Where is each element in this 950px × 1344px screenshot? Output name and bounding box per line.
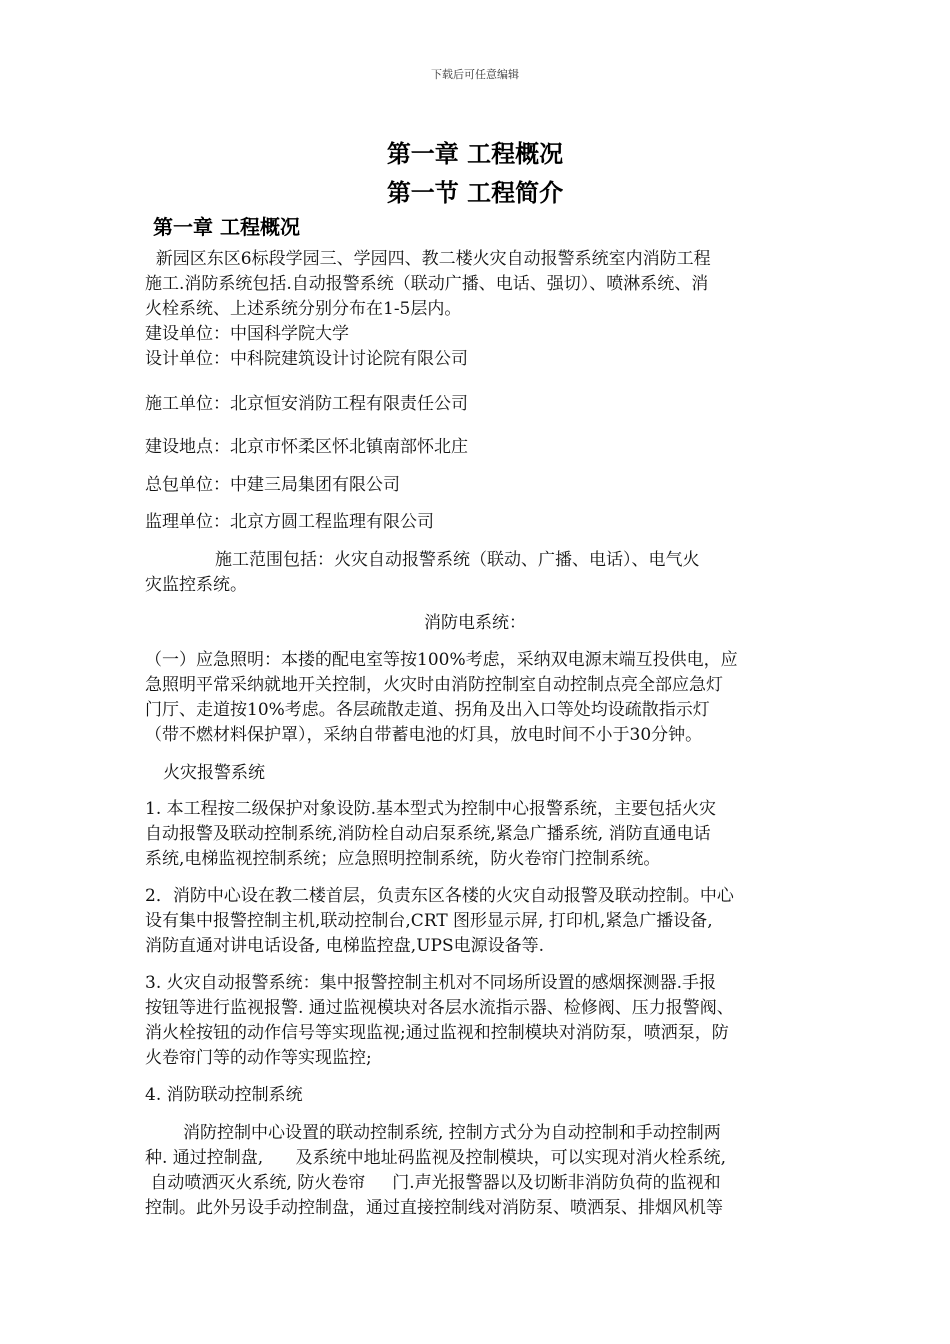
item-line: 自动喷洒灭火系统, 防火卷帘 门.声光报警器以及切断非消防负荷的监视和 bbox=[145, 1173, 721, 1193]
item-line: 2．消防中心设在教二楼首层，负责东区各楼的火灾自动报警及联动控制。中心 bbox=[145, 886, 734, 906]
chapter-heading: 第一章 工程概况 bbox=[153, 215, 300, 239]
fire-power-title: 消防电系统： bbox=[424, 613, 526, 633]
unit-builder: 施工单位：北京恒安消防工程有限责任公司 bbox=[145, 394, 468, 414]
item-4-title: 4. 消防联动控制系统 bbox=[145, 1085, 303, 1105]
lighting-line: （带不燃材料保护罩），采纳自带蓄电池的灯具，放电时间不小于30分钟。 bbox=[145, 725, 703, 745]
intro-paragraph bbox=[145, 247, 825, 322]
unit-owner: 建设单位：中国科学院大学 bbox=[145, 324, 349, 344]
item-line: 3. 火灾自动报警系统：集中报警控制主机对不同场所设置的感烟探测器.手报 bbox=[145, 973, 717, 993]
item-line: 按钮等进行监视报警. 通过监视模块对各层水流指示器、检修阀、压力报警阀、 bbox=[145, 998, 734, 1018]
intro-line: 火栓系统、上述系统分别分布在1-5层内。 bbox=[145, 299, 462, 319]
intro-line: 施工.消防系统包括.自动报警系统（联动广播、电话、强切）、喷淋系统、消 bbox=[145, 274, 709, 294]
unit-designer: 设计单位：中科院建筑设计讨论院有限公司 bbox=[145, 349, 468, 369]
item-line: 种. 通过控制盘, 及系统中地址码监视及控制模块，可以实现对消火栓系统, bbox=[145, 1148, 727, 1168]
lighting-line: （一）应急照明：本搂的配电室等按100%考虑，采纳双电源末端互投供电，应 bbox=[145, 650, 738, 670]
section-title: 第一节 工程简介 bbox=[386, 179, 564, 207]
alarm-title: 火灾报警系统 bbox=[163, 763, 265, 783]
unit-location: 建设地点：北京市怀柔区怀北镇南部怀北庄 bbox=[145, 437, 468, 457]
item-line: 消火栓按钮的动作信号等实现监视;通过监视和控制模块对消防泵，喷洒泵，防 bbox=[145, 1023, 729, 1043]
item-3-paragraph bbox=[145, 971, 825, 1071]
item-line: 消防直通对讲电话设备, 电梯监控盘,UPS电源设备等. bbox=[145, 936, 545, 956]
scope-line: 灾监控系统。 bbox=[145, 575, 247, 595]
unit-general: 总包单位：中建三局集团有限公司 bbox=[145, 475, 400, 495]
item-line: 控制。此外另设手动控制盘，通过直接控制线对消防泵、喷洒泵、排烟风机等 bbox=[145, 1198, 723, 1218]
emergency-lighting-paragraph bbox=[145, 648, 825, 748]
item-line: 消防控制中心设置的联动控制系统, 控制方式分为自动控制和手动控制两 bbox=[183, 1123, 721, 1143]
item-line: 1. 本工程按二级保护对象设防.基本型式为控制中心报警系统，主要包括火灾 bbox=[145, 799, 717, 819]
item-2-paragraph bbox=[145, 884, 825, 959]
scope-paragraph bbox=[145, 548, 825, 598]
item-line: 自动报警及联动控制系统,消防栓自动启泵系统,紧急广播系统, 消防直通电话 bbox=[145, 824, 711, 844]
lighting-line: 急照明平常采纳就地开关控制，火灾时由消防控制室自动控制点亮全部应急灯 bbox=[145, 675, 723, 695]
chapter-title: 第一章 工程概况 bbox=[386, 140, 564, 168]
item-1-paragraph bbox=[145, 797, 825, 872]
unit-supervisor: 监理单位：北京方圆工程监理有限公司 bbox=[145, 512, 434, 532]
scope-line: 施工范围包括：火灾自动报警系统（联动、广播、电话）、电气火 bbox=[215, 550, 700, 570]
item-line: 系统,电梯监视控制系统；应急照明控制系统，防火卷帘门控制系统。 bbox=[145, 849, 661, 869]
item-line: 火卷帘门等的动作等实现监控; bbox=[145, 1048, 372, 1068]
item-4-paragraph bbox=[145, 1121, 825, 1221]
lighting-line: 门厅、走道按10%考虑。各层疏散走道、拐角及出入口等处均设疏散指示灯 bbox=[145, 700, 710, 720]
header-note: 下载后可任意编辑 bbox=[431, 68, 519, 81]
intro-line: 新园区东区6标段学园三、学园四、教二楼火灾自动报警系统室内消防工程 bbox=[145, 249, 711, 269]
item-line: 设有集中报警控制主机,联动控制台,CRT 图形显示屏, 打印机,紧急广播设备, bbox=[145, 911, 713, 931]
